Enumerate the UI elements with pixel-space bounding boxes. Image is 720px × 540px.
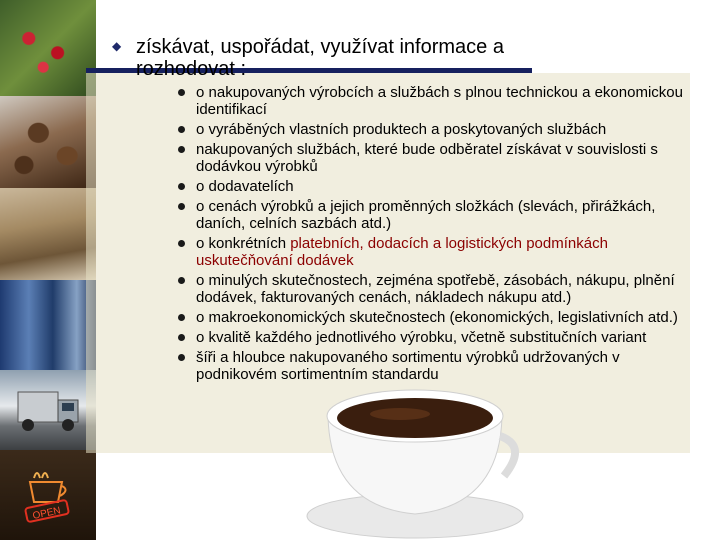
list-item: o nakupovaných výrobcích a službách s plnou technickou a ekonomickou identifikací xyxy=(174,84,694,118)
list-item: šíři a hloubce nakupovaného sortimentu výrobků udržovaných v podnikovém sortimentním standardu xyxy=(174,349,694,383)
list-item: nakupovaných službách, které bude odběratel získávat v souvislosti s dodávkou výrobků xyxy=(174,141,694,175)
open-sign-icon xyxy=(22,458,72,528)
bullet-dot-icon xyxy=(178,203,185,210)
open-sign-text: OPEN xyxy=(31,505,62,522)
slide-title: získávat, uspořádat, využívat informace a rozhodovat : xyxy=(136,36,504,80)
list-item: o makroekonomických skutečnostech (ekonomických, legislativních atd.) xyxy=(174,309,694,326)
bullet-dot-icon xyxy=(178,89,185,96)
diamond-bullet-icon: ◆ xyxy=(112,39,122,53)
warehouse-photo xyxy=(0,280,96,370)
bullet-dot-icon xyxy=(178,183,185,190)
bullet-dot-icon xyxy=(178,277,185,284)
list-item: o cenách výrobků a jejich proměnných složkách (slevách, přirážkách, daních, celních sazbách atd.) xyxy=(174,198,694,232)
title-row xyxy=(112,36,598,80)
list-item: o vyráběných vlastních produktech a poskytovaných službách xyxy=(174,121,694,138)
truck-icon xyxy=(0,370,96,450)
bullet-dot-icon xyxy=(178,240,185,247)
bullet-dot-icon xyxy=(178,314,185,321)
coffee-sacks-photo xyxy=(0,188,96,280)
photo-strip xyxy=(0,0,96,540)
list-item: o dodavatelích xyxy=(174,178,694,195)
cafe-sign-photo xyxy=(0,450,96,540)
coffee-beans-photo xyxy=(0,96,96,188)
bullet-dot-icon xyxy=(178,334,185,341)
truck-photo xyxy=(0,370,96,450)
coffee-cherries-photo xyxy=(0,0,96,96)
bullet-dot-icon xyxy=(178,146,185,153)
coffee-cup-image xyxy=(300,376,530,540)
bullet-dot-icon xyxy=(178,126,185,133)
list-item: o konkrétních platebních, dodacích a logistických podmínkách uskutečňování dodávek xyxy=(174,235,694,269)
info-list xyxy=(174,84,694,386)
list-item: o kvalitě každého jednotlivého výrobku, včetně substitučních variant xyxy=(174,329,694,346)
list-item: o minulých skutečnostech, zejména spotřebě, zásobách, nákupu, plnění dodávek, fakturovaných cenách, nákladech nákupu atd.) xyxy=(174,272,694,306)
bullet-dot-icon xyxy=(178,354,185,361)
